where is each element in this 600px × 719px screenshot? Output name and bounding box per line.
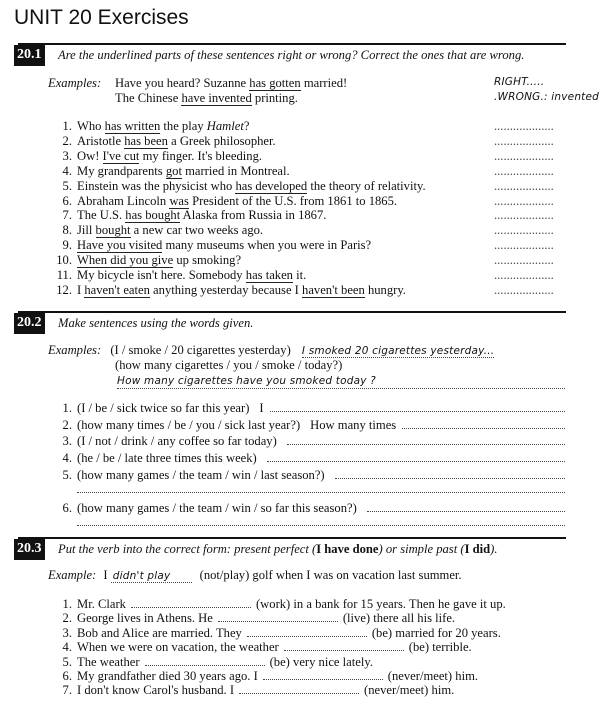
answer-blank[interactable]: ................... (494, 163, 554, 178)
instruction: Are the underlined parts of these sentences right or wrong? Correct the ones that are wrong. (58, 48, 525, 62)
item-number: 4. (62, 640, 72, 655)
exercise-20-3 (14, 537, 566, 717)
example-answer: .WRONG.: invented (494, 91, 600, 103)
exercise-item (54, 268, 306, 283)
item-number: 11. (56, 268, 72, 282)
item-prompt: (how many games / the team / win / so far this season?) (77, 501, 357, 516)
exercise-item (54, 149, 262, 164)
exercise-item (54, 611, 455, 626)
answer-blank[interactable] (131, 597, 251, 608)
exercise-20-2 (14, 311, 566, 526)
exercise-item (54, 119, 249, 134)
answer-line-continued[interactable] (77, 482, 565, 493)
example-answer: How many cigarettes have you smoked today ? (117, 375, 376, 387)
exercise-item (54, 223, 263, 238)
text: anything yesterday because I (149, 282, 303, 297)
exercise-item (54, 434, 565, 449)
underlined-phrase: I've cut (102, 148, 140, 163)
example-1 (48, 343, 494, 358)
exercise-item (54, 626, 501, 641)
example-answer: RIGHT..... (494, 76, 545, 88)
answer-blank[interactable] (263, 669, 383, 680)
item-text-after: (be) terrible. (408, 640, 472, 655)
item-prompt: (how many times / be / you / sick last year?) (77, 417, 301, 432)
answer-line[interactable] (367, 501, 565, 512)
item-number: 6. (62, 669, 72, 683)
item-number: 7. (62, 683, 72, 698)
underlined-phrase: haven't been (302, 282, 365, 297)
example: Example: I didn't play (not/play) golf when I was on vacation last summer. (48, 568, 462, 582)
item-text-before: When we were on vacation, the weather (77, 640, 279, 655)
item-number: 3. (62, 625, 72, 640)
exercise-item (54, 134, 276, 149)
text: the theory of relativity. (307, 178, 426, 193)
exercise-number: 20.2 (14, 313, 45, 334)
answer-line[interactable] (287, 434, 565, 445)
item-text-after: (be) married for 20 years. (371, 625, 501, 640)
item-prompt: (how many games / the team / win / last season?) (77, 467, 325, 482)
answer-blank[interactable]: ................... (494, 178, 554, 193)
answer-blank[interactable]: ................... (494, 253, 554, 268)
underlined-phrase: got (165, 163, 182, 178)
exercise-item (54, 253, 241, 268)
answer-blank[interactable]: ................... (494, 268, 554, 282)
exercise-20-1 (14, 43, 600, 298)
exercise-number: 20.1 (14, 45, 45, 66)
item-number: 4. (62, 451, 72, 466)
item-number: 5. (62, 467, 72, 482)
text: My grandparents (77, 163, 166, 178)
answer-start: How many times (310, 417, 397, 432)
answer-blank[interactable] (145, 655, 265, 666)
underlined-phrase: Have you visited (77, 238, 163, 253)
item-number: 10. (56, 253, 72, 268)
answer-blank[interactable]: ................... (494, 133, 554, 148)
exercise-item (54, 655, 373, 670)
answer-blank[interactable]: ................... (494, 223, 554, 238)
item-number: 1. (62, 401, 72, 415)
answer-blank[interactable]: ................... (494, 148, 554, 163)
answer-blank[interactable]: ................... (494, 208, 554, 223)
item-text-after: (be) very nice lately. (269, 654, 373, 669)
answer-line[interactable] (267, 451, 565, 462)
text: many museums when you were in Paris? (162, 238, 372, 253)
text: married in Montreal. (181, 163, 290, 178)
underlined-phrase: was (169, 193, 189, 208)
item-number: 2. (62, 133, 72, 148)
answer-line[interactable] (270, 401, 565, 412)
text: Who (77, 119, 105, 133)
example-sentence (115, 91, 298, 106)
text: my finger. It's bleeding. (139, 148, 263, 163)
item-text-before: Mr. Clark (77, 597, 126, 611)
instruction: Put the verb into the correct form: present perfect (I have done) or simple past (I did). (58, 542, 498, 556)
item-number: 4. (62, 163, 72, 178)
item-text-after: (live) there all his life. (342, 611, 456, 626)
underlined-phrase: When did you give (77, 253, 174, 268)
item-number: 3. (62, 148, 72, 163)
example-answer: didn't play (111, 570, 193, 583)
divider (18, 311, 566, 313)
instruction: Make sentences using the words given. (58, 316, 254, 330)
item-text-before: I don't know Carol's husband. I (77, 683, 235, 698)
item-number: 2. (62, 417, 72, 432)
answer-start: I (259, 401, 264, 415)
item-text-before: My grandfather died 30 years ago. I (77, 669, 258, 683)
exercise-item (54, 194, 397, 209)
underlined-phrase: has developed (235, 178, 308, 193)
answer-line[interactable] (335, 468, 565, 479)
answer-blank[interactable] (218, 611, 338, 622)
underlined-phrase: has taken (245, 268, 293, 282)
examples-label: Examples: (48, 343, 102, 357)
underlined-phrase: haven't eaten (84, 282, 150, 297)
text: The Chinese (115, 91, 182, 105)
page-title: UNIT 20 Exercises (14, 6, 189, 29)
item-number: 9. (62, 238, 72, 253)
text: Abraham Lincoln (77, 193, 170, 208)
text: I (77, 282, 85, 297)
text: Aristotle (77, 133, 125, 148)
item-text-after: (work) in a bank for 15 years. Then he gave it up. (255, 597, 506, 611)
text: it. (292, 268, 307, 282)
text: President of the U.S. from 1861 to 1865. (188, 193, 398, 208)
answer-blank[interactable]: ................... (494, 193, 554, 208)
item-number: 3. (62, 434, 72, 449)
underlined-phrase: bought (95, 223, 131, 238)
underlined-phrase: have invented (181, 91, 252, 105)
text: hungry. (364, 282, 406, 297)
text: My bicycle isn't here. Somebody (77, 268, 246, 282)
text: Jill (77, 223, 96, 238)
underlined-phrase: has bought (125, 208, 181, 223)
exercise-item (54, 640, 472, 655)
exercise-item (54, 238, 371, 253)
text: Einstein was the physicist who (77, 178, 236, 193)
answer-blank[interactable] (239, 683, 359, 694)
exercise-item (54, 418, 565, 433)
item-number: 8. (62, 223, 72, 238)
text: the play (160, 119, 207, 133)
divider (18, 537, 566, 539)
exercise-number: 20.3 (14, 539, 45, 560)
item-prompt: (he / be / late three times this week) (77, 451, 257, 466)
text: Have you heard? Suzanne (115, 76, 250, 90)
answer-line-continued[interactable] (77, 515, 565, 526)
exercise-item (54, 208, 326, 223)
example-2-prompt: (how many cigarettes / you / smoke / today?) (115, 358, 343, 372)
item-text-before: Bob and Alice are married. They (77, 625, 242, 640)
exercise-item (54, 164, 290, 179)
exercise-item (54, 683, 454, 698)
answer-blank[interactable]: ................... (494, 282, 554, 297)
text: Hamlet (206, 119, 244, 133)
answer-blank[interactable]: ................... (494, 238, 554, 253)
item-number: 1. (62, 119, 72, 133)
answer-blank[interactable] (247, 626, 367, 637)
exercise-item (54, 401, 565, 416)
answer-line[interactable] (402, 418, 565, 429)
exercise-item (54, 283, 406, 298)
text: Alaska from Russia in 1867. (180, 208, 327, 223)
item-number: 6. (62, 193, 72, 208)
exercise-item (54, 179, 426, 194)
item-number: 2. (62, 611, 72, 626)
item-number: 1. (62, 597, 72, 611)
text: up smoking? (173, 253, 242, 268)
item-number: 5. (62, 178, 72, 193)
answer-blank[interactable]: ................... (494, 119, 554, 133)
exercise-item (54, 451, 565, 466)
item-prompt: (I / not / drink / any coffee so far today) (77, 434, 277, 449)
text: a new car two weeks ago. (130, 223, 264, 238)
underlined-phrase: has gotten (249, 76, 301, 90)
item-prompt: (I / be / sick twice so far this year) (77, 401, 250, 415)
item-text-before: George lives in Athens. He (77, 611, 213, 626)
example-prompt: (I / smoke / 20 cigarettes yesterday) (110, 343, 291, 357)
example-sentence (115, 76, 347, 91)
exercise-item (54, 669, 478, 684)
text: ? (243, 119, 250, 133)
item-number: 7. (62, 208, 72, 223)
item-text-before: The weather (77, 654, 140, 669)
item-text-after: (never/meet) him. (364, 683, 455, 698)
divider (18, 43, 566, 45)
answer-blank[interactable] (284, 640, 404, 651)
exercise-item (54, 597, 506, 612)
underlined-phrase: has written (104, 119, 161, 133)
item-number: 5. (62, 654, 72, 669)
item-number: 12. (56, 282, 72, 297)
item-text-after: (never/meet) him. (387, 669, 479, 683)
text: Ow! (77, 148, 103, 163)
text: printing. (251, 91, 298, 105)
text: a Greek philosopher. (167, 133, 276, 148)
examples-label: Examples: (48, 76, 102, 90)
text: married! (300, 76, 348, 90)
text: The U.S. (77, 208, 126, 223)
item-number: 6. (62, 501, 72, 516)
example-2-answer-line (117, 373, 565, 389)
example-answer: I smoked 20 cigarettes yesterday... (301, 345, 495, 357)
underlined-phrase: has been (124, 133, 168, 148)
